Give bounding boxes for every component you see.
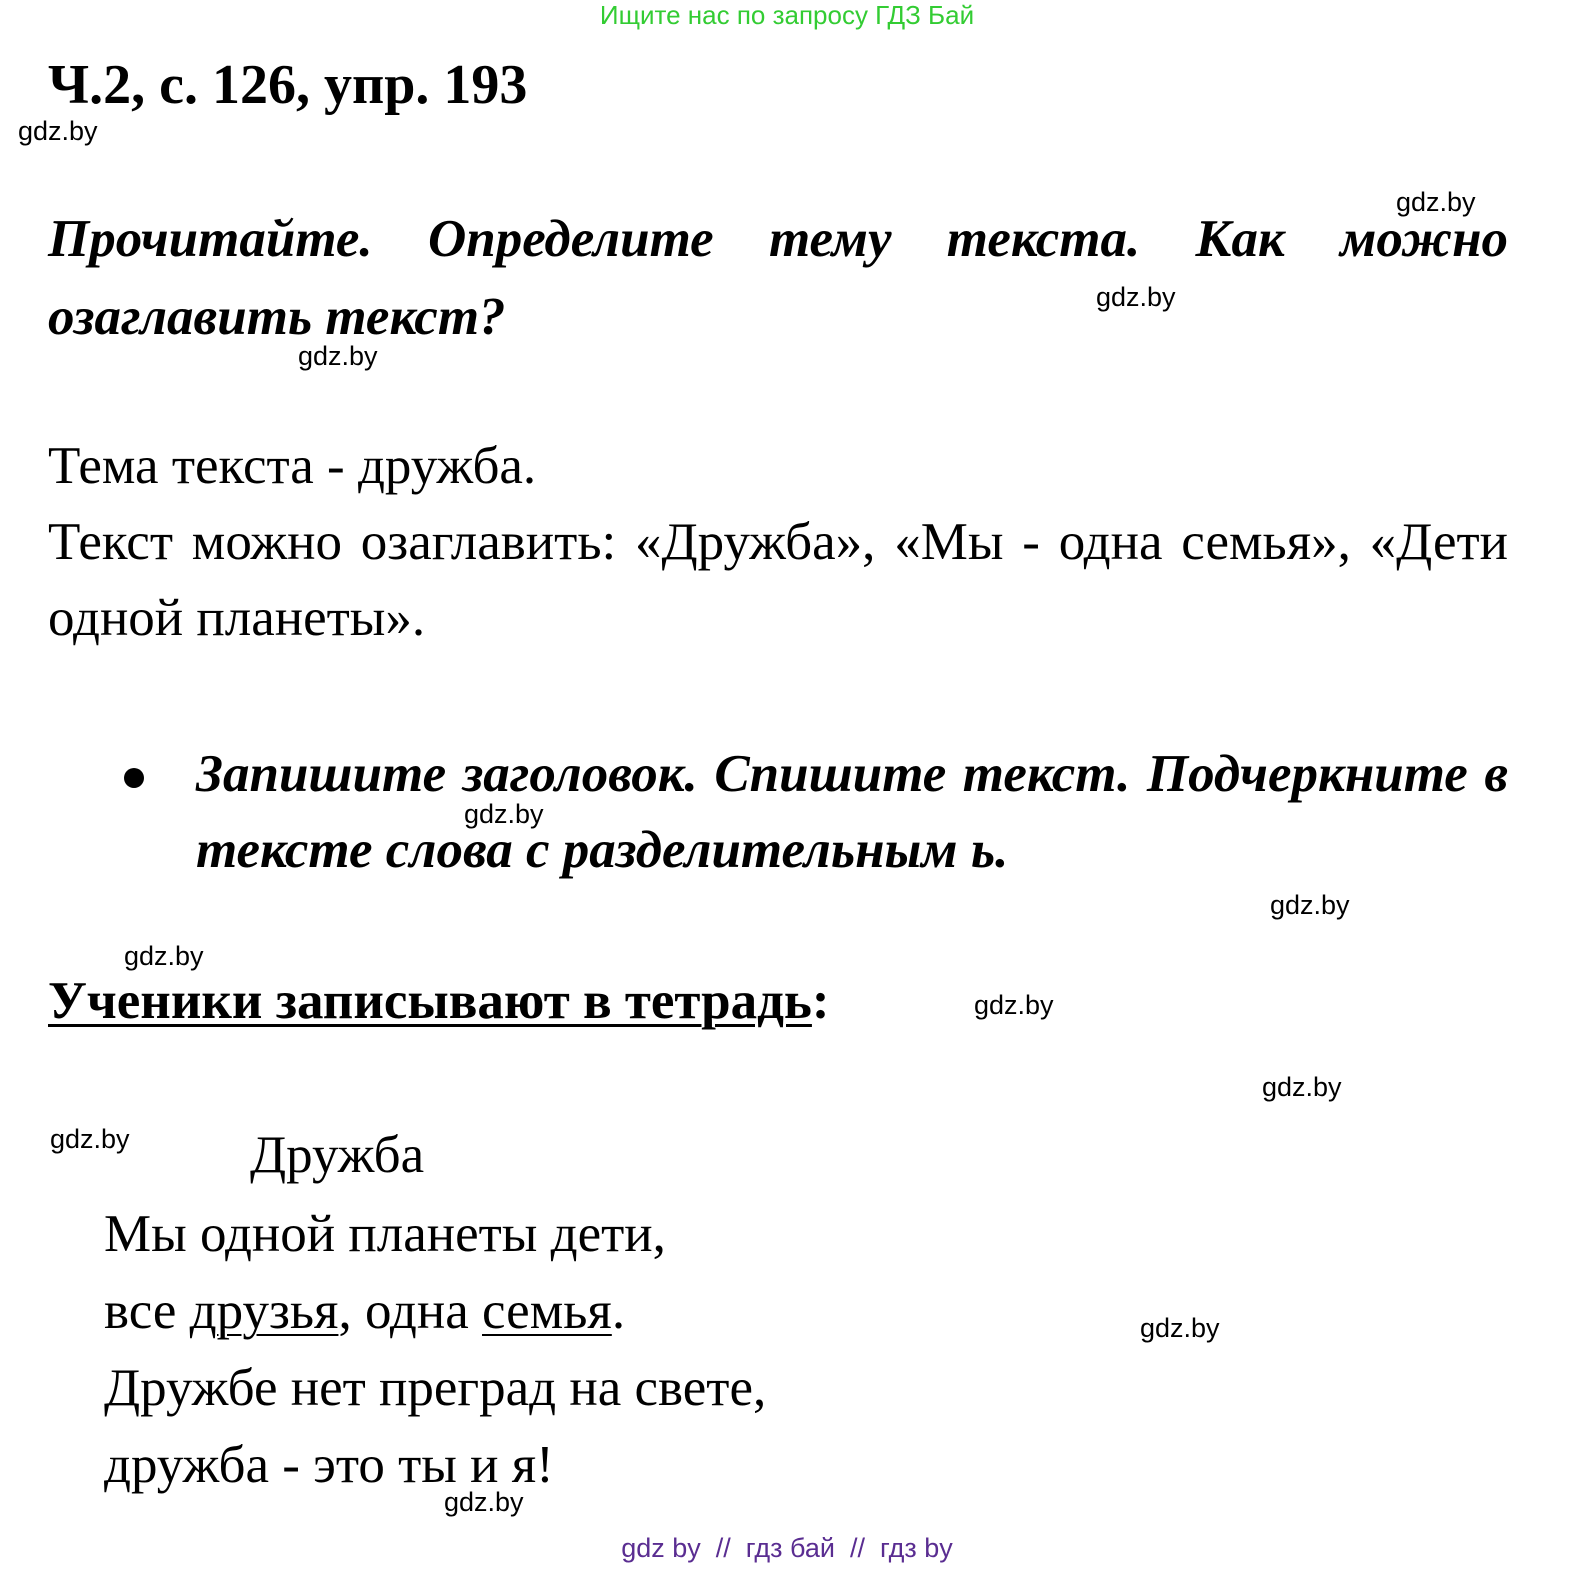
answer-line: Текст можно озаглавить: «Дружба», «Мы - одна семья», «Дети одной планеты».: [48, 513, 1508, 647]
answer-block: [48, 428, 1508, 656]
section-heading: [48, 966, 830, 1036]
underlined-word: друзья: [189, 1282, 339, 1340]
section-heading-text: Ученики записывают в тетрадь: [48, 972, 812, 1030]
watermark: gdz.by: [1096, 282, 1176, 312]
task-text: Прочитайте. Определите тему текста. Как можно озаглавить текст?: [48, 210, 1508, 346]
bullet-icon: [124, 768, 144, 788]
poem-text: , одна: [338, 1282, 483, 1340]
watermark: gdz.by: [50, 1124, 130, 1154]
watermark: gdz.by: [1396, 187, 1476, 217]
top-banner: Ищите нас по запросу ГДЗ Бай: [599, 0, 975, 30]
poem-line: Дружбе нет преград на свете,: [104, 1359, 767, 1417]
poem-line: Мы одной планеты дети,: [104, 1205, 666, 1263]
poem: [104, 1196, 766, 1504]
poem-line: [104, 1273, 766, 1350]
watermark: gdz.by: [18, 116, 98, 146]
watermark: gdz.by: [1140, 1313, 1220, 1343]
poem-text: все: [104, 1282, 190, 1340]
watermark: gdz.by: [444, 1487, 524, 1517]
section-heading-colon: :: [811, 972, 830, 1030]
poem-text: .: [611, 1282, 626, 1340]
watermark: gdz.by: [124, 941, 204, 971]
poem-title: Дружба: [250, 1126, 425, 1184]
underlined-word: семья: [482, 1282, 612, 1340]
watermark: gdz.by: [974, 990, 1054, 1020]
page-title: Ч.2, с. 126, упр. 193: [48, 54, 528, 116]
footer-watermark: gdz by // гдз бай // гдз by: [621, 1533, 953, 1563]
watermark: gdz.by: [1262, 1072, 1342, 1102]
answer-line: Тема текста - дружба.: [48, 437, 537, 495]
watermark: gdz.by: [464, 799, 544, 829]
watermark: gdz.by: [1270, 890, 1350, 920]
poem-line: дружба - это ты и я!: [104, 1436, 554, 1494]
watermark: gdz.by: [298, 341, 378, 371]
bullet-task-text: Запишите заголовок. Спишите текст. Подчеркните в тексте слова с разделительным ь.: [196, 745, 1508, 879]
